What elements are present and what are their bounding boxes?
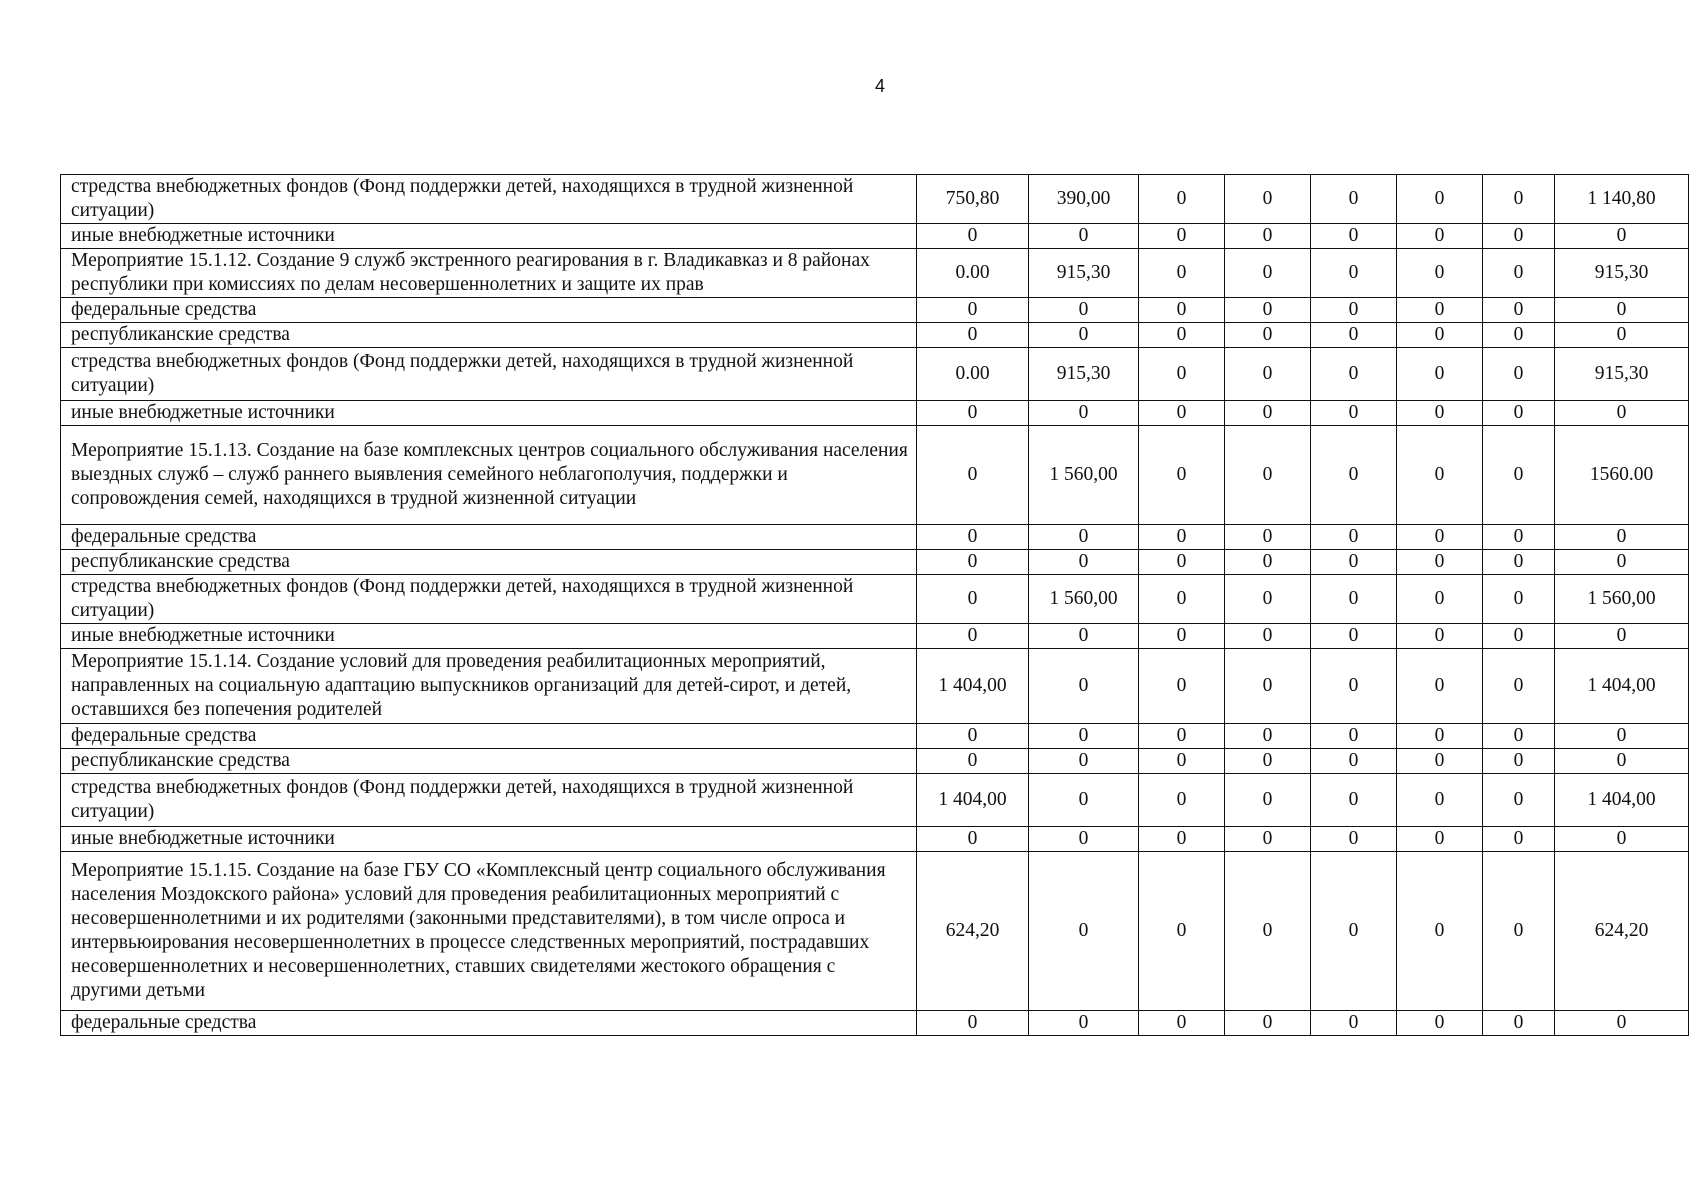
value-cell: 0 (1483, 774, 1555, 827)
value-cell: 0 (1483, 724, 1555, 749)
value-cell: 0 (1139, 348, 1225, 401)
value-cell: 0 (1397, 175, 1483, 224)
table-row (61, 624, 1689, 649)
value-cell: 0 (1029, 852, 1139, 1011)
value-cell: 0 (1139, 649, 1225, 724)
value-cell: 0 (1483, 749, 1555, 774)
table-row (61, 175, 1689, 224)
value-cell: 0 (1311, 224, 1397, 249)
value-cell: 0 (1225, 525, 1311, 550)
value-cell: 0 (1029, 401, 1139, 426)
value-cell: 0 (1225, 426, 1311, 525)
value-cell: 0 (917, 827, 1029, 852)
table-row (61, 323, 1689, 348)
value-cell: 0 (1139, 1011, 1225, 1036)
value-cell: 0 (1397, 852, 1483, 1011)
total-cell: 915,30 (1555, 348, 1689, 401)
value-cell: 0 (917, 624, 1029, 649)
value-cell: 0 (1139, 298, 1225, 323)
value-cell: 0 (1311, 749, 1397, 774)
value-cell: 0 (1139, 624, 1225, 649)
value-cell: 1 560,00 (1029, 575, 1139, 624)
value-cell: 0 (1397, 724, 1483, 749)
value-cell: 0 (1225, 348, 1311, 401)
value-cell: 0 (1483, 175, 1555, 224)
value-cell: 0 (1029, 724, 1139, 749)
value-cell: 0 (1483, 827, 1555, 852)
value-cell: 0 (917, 323, 1029, 348)
value-cell: 0 (1311, 175, 1397, 224)
table-row (61, 426, 1689, 525)
total-cell: 0 (1555, 298, 1689, 323)
value-cell: 0 (1311, 323, 1397, 348)
value-cell: 0 (1139, 749, 1225, 774)
table-row (61, 649, 1689, 724)
row-label: федеральные средства (61, 724, 917, 749)
value-cell: 0 (917, 401, 1029, 426)
value-cell: 0 (1029, 827, 1139, 852)
total-cell: 0 (1555, 323, 1689, 348)
value-cell: 0 (917, 724, 1029, 749)
row-label: федеральные средства (61, 525, 917, 550)
total-cell: 0 (1555, 624, 1689, 649)
value-cell: 0 (1311, 624, 1397, 649)
row-label: иные внебюджетные источники (61, 827, 917, 852)
row-label: республиканские средства (61, 323, 917, 348)
total-cell: 0 (1555, 224, 1689, 249)
value-cell: 0 (1225, 323, 1311, 348)
row-label: стредства внебюджетных фондов (Фонд поддержки детей, находящихся в трудной жизненной ситуации) (61, 774, 917, 827)
value-cell: 0 (1225, 298, 1311, 323)
total-cell: 0 (1555, 827, 1689, 852)
budget-table-container (60, 174, 1678, 1036)
value-cell: 0 (1311, 249, 1397, 298)
value-cell: 0.00 (917, 249, 1029, 298)
row-label: республиканские средства (61, 550, 917, 575)
value-cell: 0 (1311, 649, 1397, 724)
value-cell: 0 (1029, 749, 1139, 774)
value-cell: 0 (1311, 401, 1397, 426)
table-body (61, 175, 1689, 1036)
table-row (61, 575, 1689, 624)
value-cell: 0 (1029, 525, 1139, 550)
value-cell: 0 (1225, 224, 1311, 249)
table-row (61, 525, 1689, 550)
value-cell: 390,00 (1029, 175, 1139, 224)
table-row (61, 224, 1689, 249)
value-cell: 0 (917, 298, 1029, 323)
total-cell: 0 (1555, 724, 1689, 749)
value-cell: 0 (1311, 298, 1397, 323)
value-cell: 0 (1397, 749, 1483, 774)
value-cell: 0 (1029, 649, 1139, 724)
value-cell: 0 (1139, 575, 1225, 624)
value-cell: 0 (1483, 852, 1555, 1011)
value-cell: 0 (1029, 624, 1139, 649)
total-cell: 1 404,00 (1555, 774, 1689, 827)
value-cell: 0 (1029, 774, 1139, 827)
value-cell: 0 (1311, 774, 1397, 827)
value-cell: 0 (1225, 827, 1311, 852)
value-cell: 0 (1311, 348, 1397, 401)
row-label: республиканские средства (61, 749, 917, 774)
row-label: Мероприятие 15.1.12. Создание 9 служб экстренного реагирования в г. Владикавказ и 8 районах республики при комиссиях по делам несовершеннолетних и защите их прав (61, 249, 917, 298)
value-cell: 0 (1483, 348, 1555, 401)
value-cell: 915,30 (1029, 249, 1139, 298)
total-cell: 0 (1555, 1011, 1689, 1036)
value-cell: 0 (1311, 724, 1397, 749)
row-label: федеральные средства (61, 1011, 917, 1036)
value-cell: 0 (1483, 249, 1555, 298)
value-cell: 0 (1225, 175, 1311, 224)
value-cell: 0.00 (917, 348, 1029, 401)
value-cell: 0 (1311, 550, 1397, 575)
table-row (61, 550, 1689, 575)
value-cell: 0 (917, 550, 1029, 575)
value-cell: 624,20 (917, 852, 1029, 1011)
value-cell: 915,30 (1029, 348, 1139, 401)
row-label: иные внебюджетные источники (61, 224, 917, 249)
value-cell: 0 (1483, 525, 1555, 550)
table-row (61, 827, 1689, 852)
value-cell: 0 (1397, 298, 1483, 323)
value-cell: 0 (1225, 724, 1311, 749)
total-cell: 624,20 (1555, 852, 1689, 1011)
value-cell: 0 (1139, 550, 1225, 575)
value-cell: 0 (1225, 649, 1311, 724)
value-cell: 0 (917, 749, 1029, 774)
value-cell: 0 (1311, 525, 1397, 550)
value-cell: 0 (1225, 624, 1311, 649)
table-row (61, 724, 1689, 749)
row-label: Мероприятие 15.1.15. Создание на базе ГБУ СО «Комплексный центр социального обслуживания населения Моздокского района» условий для проведения реабилитационных мероприятий с несовершеннолетними и их родителями (законными представителями), в том числе опроса и интервьюирования несовершеннолетних в процессе следственных мероприятий, пострадавших несовершеннолетних и несовершеннолетних, ставших свидетелями жестокого обращения с другими детьми (61, 852, 917, 1011)
value-cell: 0 (1139, 774, 1225, 827)
value-cell: 0 (1311, 827, 1397, 852)
total-cell: 0 (1555, 550, 1689, 575)
total-cell: 0 (1555, 749, 1689, 774)
table-row (61, 749, 1689, 774)
total-cell: 1 404,00 (1555, 649, 1689, 724)
value-cell: 1 560,00 (1029, 426, 1139, 525)
value-cell: 0 (1139, 426, 1225, 525)
table-row (61, 774, 1689, 827)
value-cell: 0 (1139, 249, 1225, 298)
row-label: стредства внебюджетных фондов (Фонд поддержки детей, находящихся в трудной жизненной ситуации) (61, 175, 917, 224)
value-cell: 0 (1483, 426, 1555, 525)
value-cell: 0 (1397, 426, 1483, 525)
value-cell: 0 (1397, 575, 1483, 624)
total-cell: 1 560,00 (1555, 575, 1689, 624)
value-cell: 0 (1311, 852, 1397, 1011)
value-cell: 0 (1029, 224, 1139, 249)
value-cell: 0 (1029, 1011, 1139, 1036)
table-row (61, 298, 1689, 323)
value-cell: 0 (1225, 550, 1311, 575)
total-cell: 1560.00 (1555, 426, 1689, 525)
value-cell: 0 (1139, 323, 1225, 348)
row-label: стредства внебюджетных фондов (Фонд поддержки детей, находящихся в трудной жизненной ситуации) (61, 348, 917, 401)
value-cell: 0 (1225, 401, 1311, 426)
value-cell: 0 (1483, 624, 1555, 649)
value-cell: 0 (1397, 649, 1483, 724)
value-cell: 0 (917, 575, 1029, 624)
value-cell: 0 (1397, 774, 1483, 827)
value-cell: 0 (1483, 649, 1555, 724)
value-cell: 0 (1397, 550, 1483, 575)
value-cell: 0 (1397, 323, 1483, 348)
value-cell: 0 (1483, 323, 1555, 348)
value-cell: 0 (1139, 175, 1225, 224)
value-cell: 1 404,00 (917, 774, 1029, 827)
value-cell: 0 (1397, 401, 1483, 426)
table-row (61, 348, 1689, 401)
value-cell: 0 (1397, 827, 1483, 852)
value-cell: 0 (1397, 348, 1483, 401)
value-cell: 0 (1483, 1011, 1555, 1036)
table-row (61, 852, 1689, 1011)
total-cell: 915,30 (1555, 249, 1689, 298)
value-cell: 0 (1139, 827, 1225, 852)
table-row (61, 249, 1689, 298)
value-cell: 0 (1029, 298, 1139, 323)
page-number: 4 (874, 76, 885, 96)
value-cell: 0 (1311, 575, 1397, 624)
value-cell: 0 (1139, 401, 1225, 426)
value-cell: 0 (1225, 249, 1311, 298)
table-row (61, 1011, 1689, 1036)
row-label: иные внебюджетные источники (61, 624, 917, 649)
value-cell: 0 (1139, 724, 1225, 749)
value-cell: 0 (1029, 550, 1139, 575)
value-cell: 0 (917, 525, 1029, 550)
value-cell: 0 (1311, 426, 1397, 525)
value-cell: 0 (1225, 774, 1311, 827)
value-cell: 0 (917, 1011, 1029, 1036)
value-cell: 0 (1397, 224, 1483, 249)
value-cell: 0 (1483, 575, 1555, 624)
row-label: Мероприятие 15.1.13. Создание на базе комплексных центров социального обслуживания населения выездных служб – служб раннего выявления семейного неблагополучия, поддержки и сопровождения семей, находящихся в трудной жизненной ситуации (61, 426, 917, 525)
value-cell: 0 (917, 224, 1029, 249)
value-cell: 0 (1029, 323, 1139, 348)
value-cell: 0 (1225, 749, 1311, 774)
total-cell: 1 140,80 (1555, 175, 1689, 224)
budget-table (60, 174, 1689, 1036)
row-label: Мероприятие 15.1.14. Создание условий для проведения реабилитационных мероприятий, направленных на социальную адаптацию выпускников организаций для детей-сирот, и детей, оставшихся без попечения родителей (61, 649, 917, 724)
value-cell: 0 (1483, 401, 1555, 426)
total-cell: 0 (1555, 401, 1689, 426)
value-cell: 750,80 (917, 175, 1029, 224)
value-cell: 0 (1397, 1011, 1483, 1036)
value-cell: 0 (1139, 525, 1225, 550)
value-cell: 0 (1311, 1011, 1397, 1036)
value-cell: 0 (1139, 852, 1225, 1011)
value-cell: 0 (1397, 249, 1483, 298)
value-cell: 0 (1483, 298, 1555, 323)
value-cell: 0 (917, 426, 1029, 525)
value-cell: 0 (1225, 575, 1311, 624)
value-cell: 0 (1483, 550, 1555, 575)
value-cell: 1 404,00 (917, 649, 1029, 724)
row-label: иные внебюджетные источники (61, 401, 917, 426)
value-cell: 0 (1139, 224, 1225, 249)
row-label: стредства внебюджетных фондов (Фонд поддержки детей, находящихся в трудной жизненной ситуации) (61, 575, 917, 624)
value-cell: 0 (1397, 624, 1483, 649)
value-cell: 0 (1225, 1011, 1311, 1036)
value-cell: 0 (1225, 852, 1311, 1011)
row-label: федеральные средства (61, 298, 917, 323)
value-cell: 0 (1483, 224, 1555, 249)
total-cell: 0 (1555, 525, 1689, 550)
table-row (61, 401, 1689, 426)
value-cell: 0 (1397, 525, 1483, 550)
